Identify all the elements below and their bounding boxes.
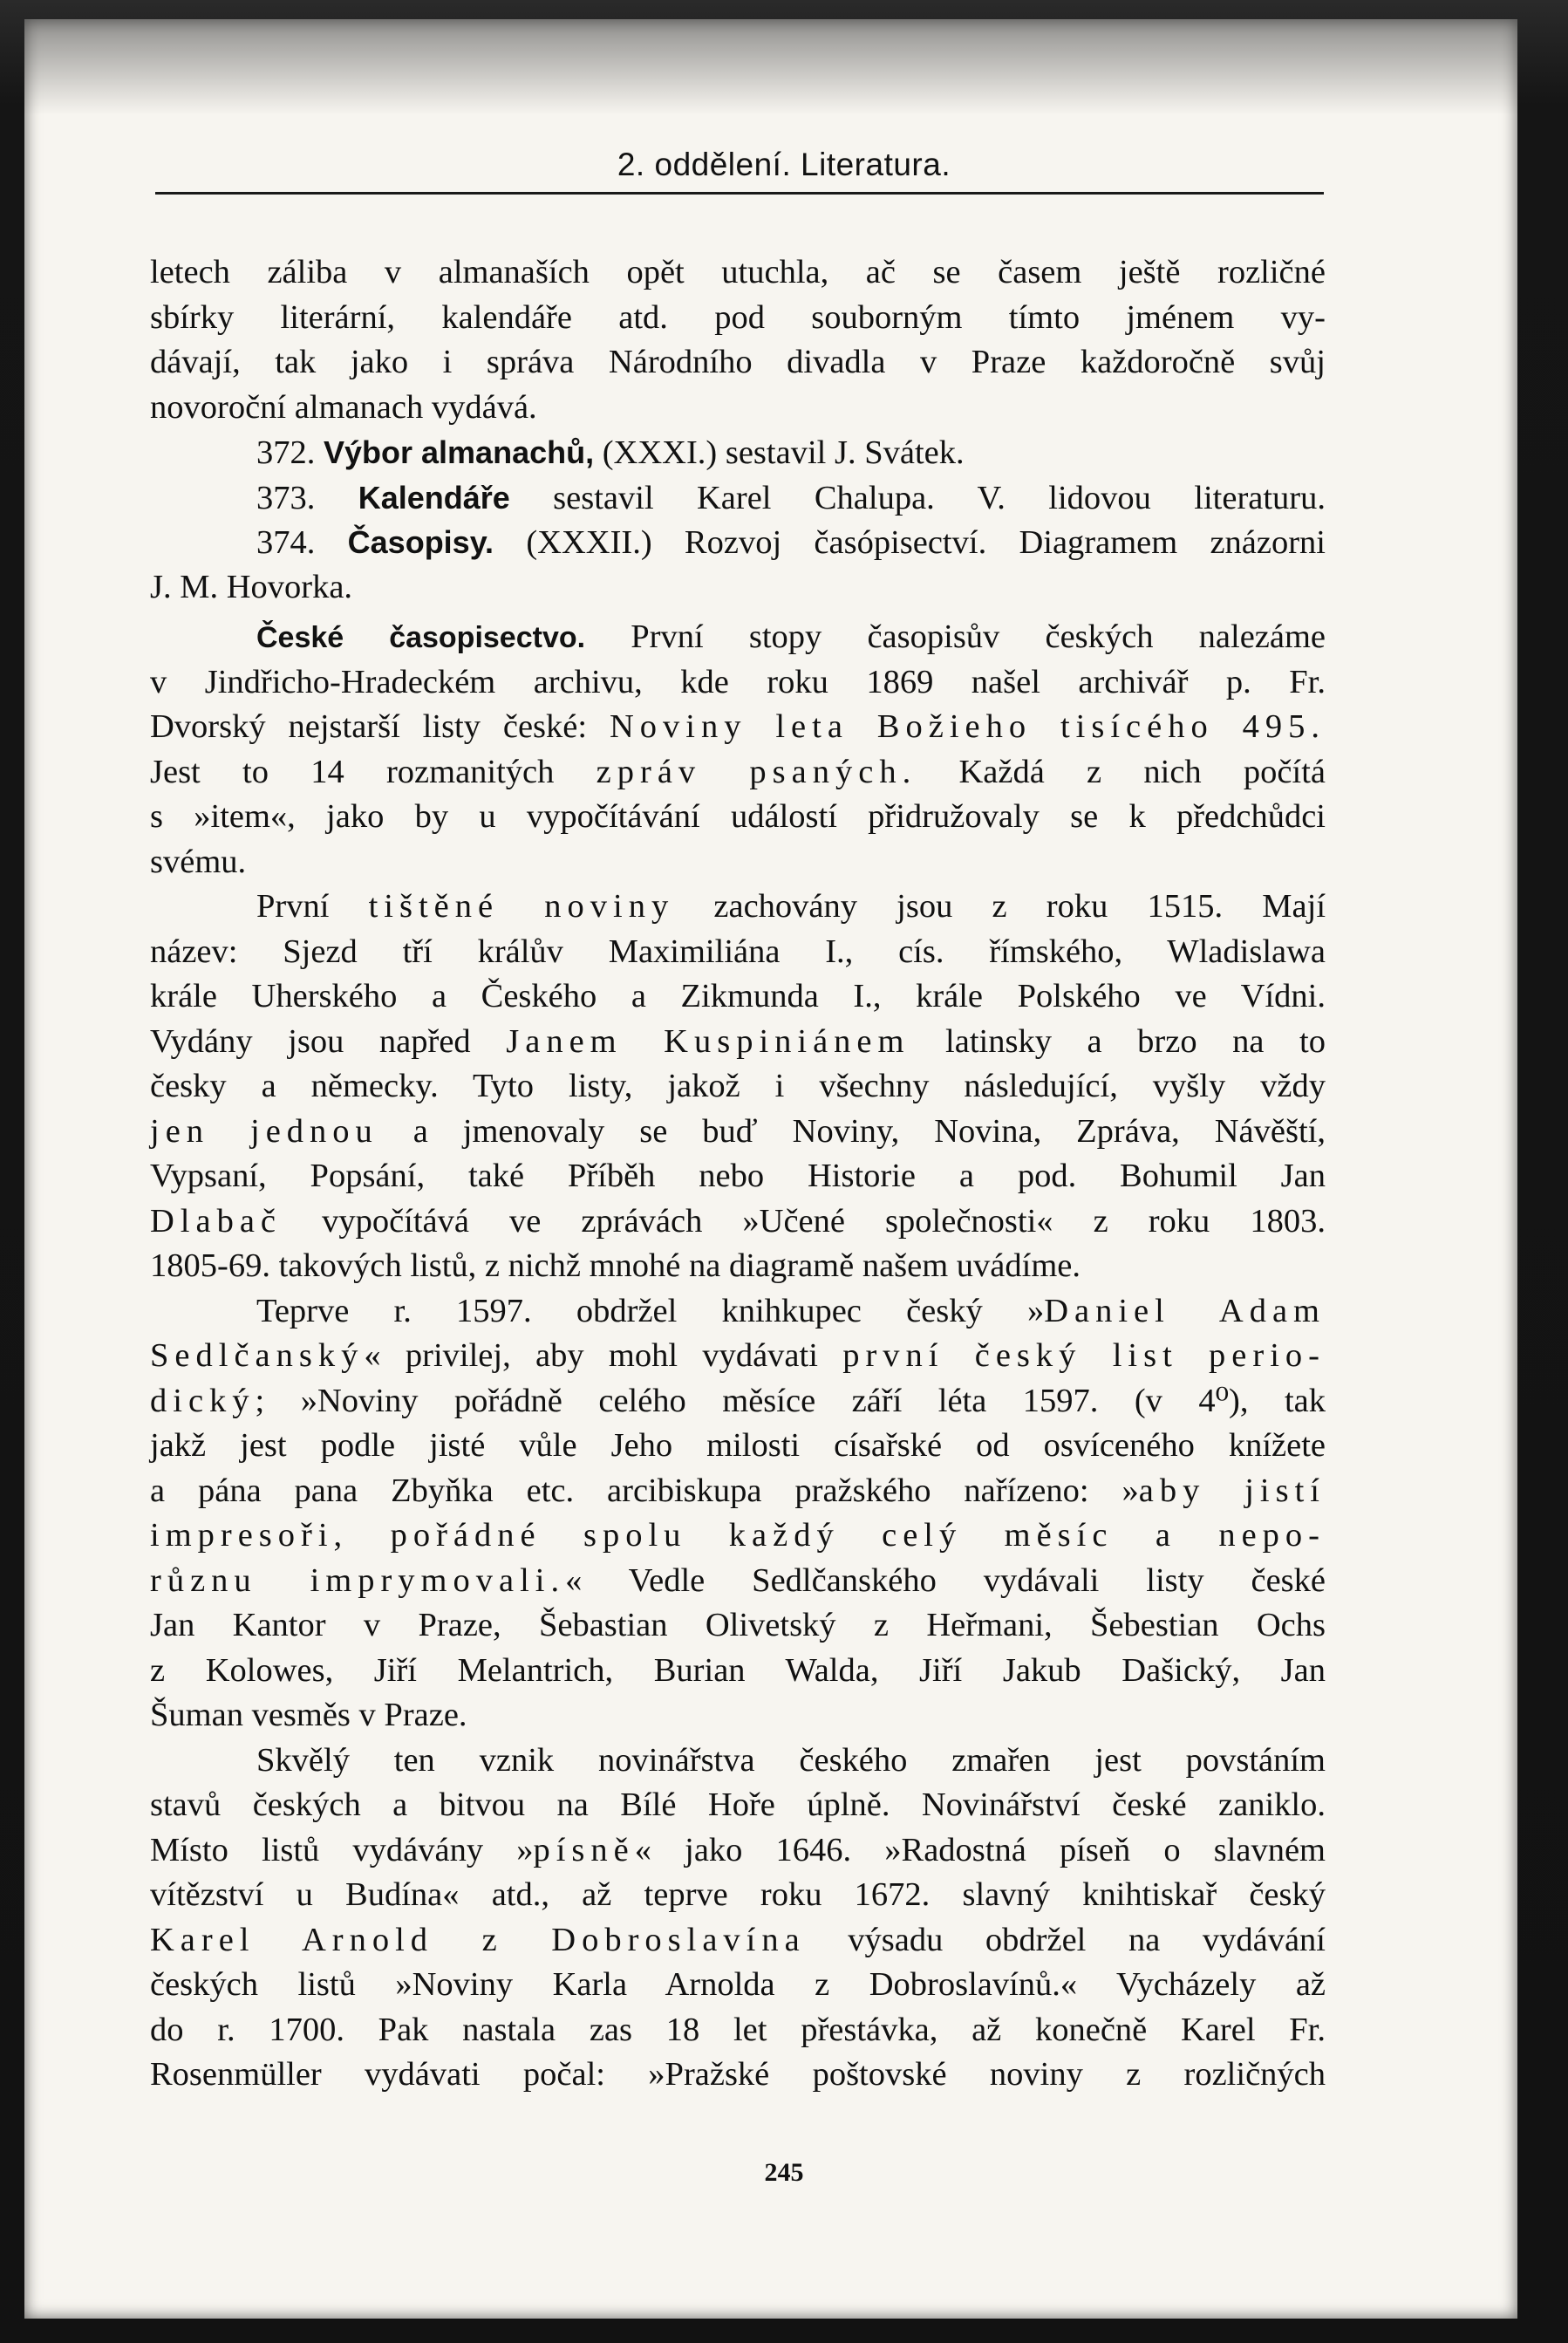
text-line: Vypsaní, Popsání, také Příběh nebo Historie a pod. Bohumil Jan — [150, 1158, 1326, 1194]
entry-tail: J. M. Hovorka. — [150, 568, 353, 605]
text-line: Skvělý ten vznik novinářstva českého zmařen jest povstáním — [256, 1741, 1326, 1779]
text-line: Jest to 14 rozmanitých zpráv psaných. Každá z nich počítá — [150, 753, 1326, 790]
text-line: Vydány jsou napřed Janem Kuspiniánem latinsky a brzo na to — [150, 1022, 1326, 1060]
text-line: vítězství u Budína« atd., až teprve roku 1672. slavný knihtiskař český — [150, 1876, 1326, 1913]
text-line: Jan Kantor v Praze, Šebastian Olivetský z Heřmani, Šebestian Ochs — [150, 1607, 1326, 1643]
page-shadow — [24, 19, 1517, 115]
body-text — [150, 250, 1326, 2098]
text-line: různu imprymovali.« Vedle Sedlčanského vydávali listy české — [150, 1561, 1326, 1599]
text-line: a pána pana Zbyňka etc. arcibiskupa pražského nařízeno: »aby jistí — [150, 1472, 1326, 1509]
page-number: 245 — [764, 2158, 804, 2187]
text-line: Dlabač vypočítává ve zprávách »Učené společnosti« z roku 1803. — [150, 1202, 1326, 1240]
entry-372: 372. Výbor almanachů, (XXXI.) sestavil J. Svátek. — [256, 434, 965, 471]
text-line: dávají, tak jako i správa Národního divadla v Praze každoročně svůj — [150, 344, 1326, 380]
text-line: v Jindřicho-Hradeckém archivu, kde roku 1869 našel archivář p. Fr. — [150, 663, 1326, 700]
text-line: s »item«, jako by u vypočítávání událostí přidružovaly se k předchůdci — [150, 798, 1326, 835]
text-line: letech záliba v almanaších opět utuchla, ač se časem ještě rozličné — [150, 254, 1326, 290]
text-line: novoroční almanach vydává. — [150, 388, 537, 426]
text-line: jen jednou a jmenovaly se buď Noviny, Novina, Zpráva, Návěští, — [150, 1112, 1326, 1150]
text-line: Karel Arnold z Dobroslavína výsadu obdržel na vydávání — [150, 1921, 1326, 1958]
text-line: název: Sjezd tří králův Maximiliána I., cís. římského, Wladislawa — [150, 932, 1326, 970]
entry-374: 374. Časopisy. (XXXII.) Rozvoj časópisectví. Diagramem znázorni — [256, 524, 1326, 561]
text-line: impresoři, pořádné spolu každý celý měsíc a nepo- — [150, 1517, 1326, 1554]
text-line: do r. 1700. Pak nastala zas 18 let přestávka, až konečně Karel Fr. — [150, 2011, 1326, 2048]
text-line: Šuman vesměs v Praze. — [150, 1697, 467, 1733]
text-line: 1805-69. takových listů, z nichž mnohé na diagramě našem uvádíme. — [150, 1247, 1081, 1284]
running-header: 2. oddělení. Literatura. — [617, 147, 951, 182]
text-line: jakž jest podle jisté vůle Jeho milosti císařské od osvíceného knížete — [150, 1427, 1326, 1464]
text-line: českých listů »Noviny Karla Arnolda z Dobroslavínů.« Vycházely až — [150, 1966, 1326, 2003]
text-line: dický; »Noviny pořádně celého měsíce září léta 1597. (v 4⁰), tak — [150, 1382, 1326, 1419]
header-rule — [155, 192, 1324, 195]
text-line: Teprve r. 1597. obdržel knihkupec český »Daniel Adam — [256, 1292, 1326, 1329]
text-line: Místo listů vydávány »písně« jako 1646. »Radostná píseň o slavném — [150, 1831, 1326, 1868]
text-line: stavů českých a bitvou na Bílé Hoře úplně. Novinářství české zaniklo. — [150, 1786, 1326, 1823]
text-line: svému. — [150, 843, 247, 880]
text-line: Dvorský nejstarší listy české: Noviny leta Božieho tisícého 495. — [150, 708, 1326, 745]
text-line: z Kolowes, Jiří Melantrich, Burian Walda, Jiří Jakub Dašický, Jan — [150, 1651, 1326, 1689]
paragraph-heading-line: České časopisectvo. První stopy časopisův českých nalezáme — [256, 618, 1326, 655]
entry-373: 373. Kalendáře sestavil Karel Chalupa. V. lidovou literaturu. — [256, 479, 1326, 516]
text-line: krále Uherského a Českého a Zikmunda I., krále Polského ve Vídni. — [150, 978, 1326, 1014]
text-line: Sedlčanský« privilej, aby mohl vydávati první český list perio- — [150, 1337, 1326, 1374]
text-line: První tištěné noviny zachovány jsou z roku 1515. Mají — [256, 888, 1326, 925]
text-line: česky a německy. Tyto listy, jakož i všechny následující, vyšly vždy — [150, 1068, 1326, 1104]
text-line: sbírky literární, kalendáře atd. pod souborným tímto jménem vy- — [150, 298, 1326, 336]
text-line: Rosenmüller vydávati počal: »Pražské poštovské noviny z rozličných — [150, 2056, 1326, 2093]
